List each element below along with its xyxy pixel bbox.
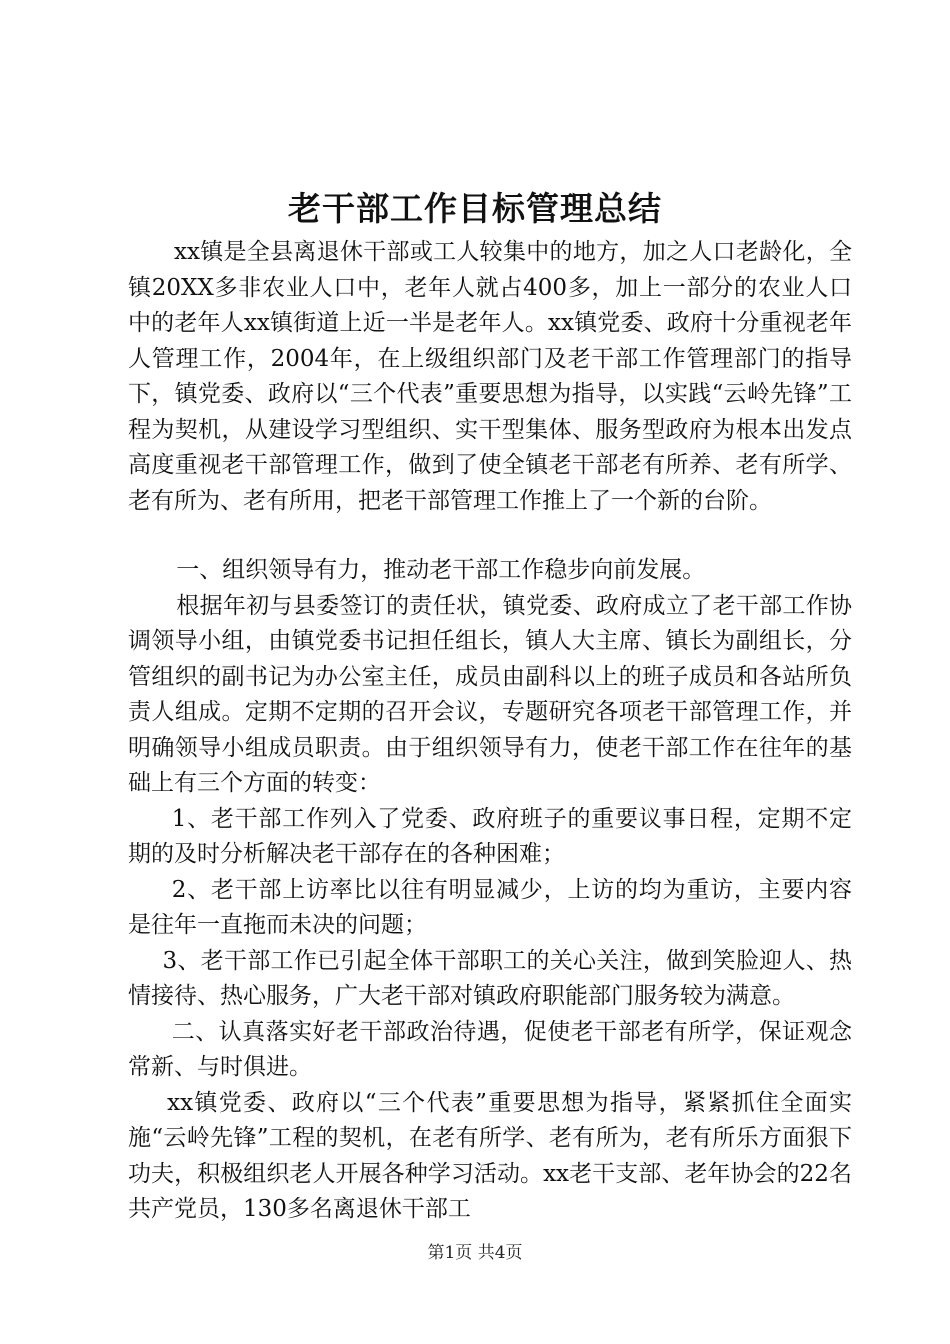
page-footer: 第1页 共4页: [427, 1243, 523, 1263]
section-1-paragraph: 根据年初与县委签订的责任状，镇党委、政府成立了老干部工作协调领导小组，由镇党委书记担任组长，镇人大主席、镇长为副组长，分管组织的副书记为办公室主任，成员由副科以上的班子成员和各站所负责人组成。定期不定期的召开会议，专题研究各项老干部管理工作，并明确领导小组成员职责。由于组织领导有力，使老干部工作在往年的基础上有三个方面的转变：: [128, 592, 852, 796]
document-title: 老干部工作目标管理总结: [288, 189, 662, 228]
list-item-3: 3、老干部工作已引起全体干部职工的关心关注，做到笑脸迎人、热情接待、热心服务，广大老干部对镇政府职能部门服务较为满意。: [128, 947, 852, 1009]
list-item-1: 1、老干部工作列入了党委、政府班子的重要议事日程，定期不定期的及时分析解决老干部存在的各种困难；: [128, 805, 852, 867]
document-body: [128, 235, 852, 1228]
intro-paragraph: xx镇是全县离退休干部或工人较集中的地方，加之人口老龄化，全镇20XX多非农业人口中，老年人就占400多，加上一部分的农业人口中的老年人xx镇街道上近一半是老年人。xx镇党委、政府十分重视老年人管理工作，2004年，在上级组织部门及老干部工作管理部门的指导下，镇党委、政府以“三个代表”重要思想为指导，以实践“云岭先锋”工程为契机，从建设学习型组织、实干型集体、服务型政府为根本出发点高度重视老干部管理工作，做到了使全镇老干部老有所养、老有所学、老有所为、老有所用，把老干部管理工作推上了一个新的台阶。: [128, 239, 852, 514]
section-2-paragraph: xx镇党委、政府以“三个代表”重要思想为指导，紧紧抓住全面实施“云岭先锋”工程的契机，在老有所学、老有所为，老有所乐方面狠下功夫，积极组织老人开展各种学习活动。xx老干支部、老年协会的22名共产党员，130多名离退休干部工: [128, 1089, 852, 1222]
section-heading-2: 二、认真落实好老干部政治待遇，促使老干部老有所学，保证观念常新、与时俱进。: [128, 1018, 852, 1080]
list-item-2: 2、老干部上访率比以往有明显减少，上访的均为重访，主要内容是往年一直拖而未决的问题；: [128, 876, 852, 938]
section-heading-1: 一、组织领导有力，推动老干部工作稳步向前发展。: [176, 557, 706, 583]
paragraph-gap: [128, 519, 852, 553]
